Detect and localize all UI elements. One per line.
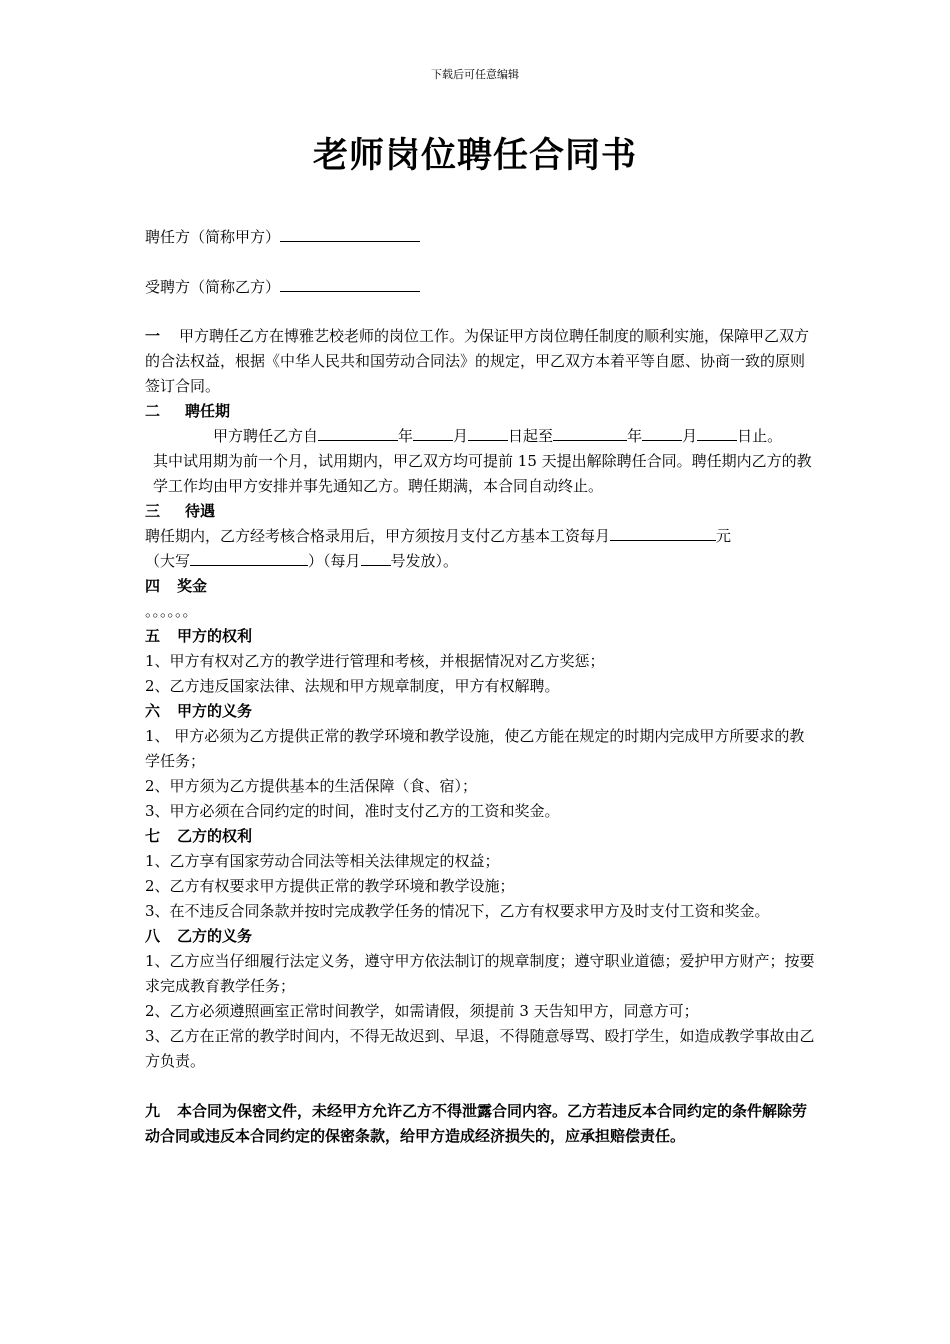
section-7-number: 七	[145, 827, 161, 845]
section-6-heading	[145, 699, 817, 724]
end-year-blank[interactable]	[553, 426, 627, 441]
section-8-heading	[145, 924, 817, 949]
section-1	[145, 324, 817, 399]
list-item: 1、乙方享有国家劳动合同法等相关法律规定的权益；	[145, 852, 500, 870]
term-lead: 甲方聘任乙方自	[213, 427, 319, 445]
section-2-number: 二	[145, 402, 161, 420]
section-7-heading	[145, 824, 817, 849]
section-9-text: 本合同为保密文件，未经甲方允许乙方不得泄露合同内容。乙方若违反本合同约定的条件解除劳动合同或违反本合同约定的保密条款，给甲方造成经济损失的，应承担赔偿责任。	[145, 1102, 808, 1145]
employer-blank[interactable]	[280, 227, 420, 242]
list-item: 1、乙方应当仔细履行法定义务，遵守甲方依法制订的规章制度；遵守职业道德；爱护甲方财产；按要求完成教育教学任务；	[145, 952, 815, 995]
start-month-label: 月	[453, 427, 469, 445]
list-item: 2、乙方必须遵照画室正常时间教学，如需请假，须提前 3 天告知甲方，同意方可；	[145, 1002, 699, 1020]
section-5-title: 甲方的权利	[177, 627, 253, 645]
section-4-heading	[145, 574, 817, 599]
start-day-blank[interactable]	[468, 426, 508, 441]
section-1-text: 甲方聘任乙方在博雅艺校老师的岗位工作。为保证甲方岗位聘任制度的顺利实施，保障甲乙双方的合法权益，根据《中华人民共和国劳动合同法》的规定，甲乙双方本着平等自愿、协商一致的原则签订合同。	[145, 327, 810, 395]
salary-unit: 元	[716, 527, 732, 545]
list-item: 2、甲方须为乙方提供基本的生活保障（食、宿）；	[145, 777, 478, 795]
end-day-blank[interactable]	[697, 426, 737, 441]
section-8-number: 八	[145, 927, 161, 945]
section-5-number: 五	[145, 627, 161, 645]
start-year-label: 年	[398, 427, 414, 445]
section-6-title: 甲方的义务	[177, 702, 253, 720]
list-item: 1、甲方有权对乙方的教学进行管理和考核，并根据情况对乙方奖惩；	[145, 652, 605, 670]
section-4-number: 四	[145, 577, 161, 595]
employee-label: 受聘方（简称乙方）	[145, 278, 281, 296]
section-2-heading	[145, 399, 817, 424]
capital-amount-blank[interactable]	[190, 551, 308, 566]
start-day-label: 日起至	[508, 427, 554, 445]
document-title: 老师岗位聘任合同书	[312, 136, 637, 176]
start-year-blank[interactable]	[318, 426, 398, 441]
start-month-blank[interactable]	[413, 426, 453, 441]
payday-text: 号发放）。	[390, 552, 459, 570]
list-item: 3、乙方在正常的教学时间内，不得无故迟到、早退，不得随意辱骂、殴打学生，如造成教学事故由乙方负责。	[145, 1027, 815, 1070]
section-2-title: 聘任期	[185, 402, 231, 420]
contract-body	[145, 324, 817, 1149]
header-note: 下载后可任意编辑	[431, 68, 519, 81]
section-1-number: 一	[145, 327, 161, 345]
section-6-number: 六	[145, 702, 161, 720]
term-dates-line	[145, 424, 817, 449]
end-year-label: 年	[627, 427, 643, 445]
section-3-number: 三	[145, 502, 161, 520]
section-9-number: 九	[145, 1102, 161, 1120]
section-9	[145, 1099, 817, 1149]
payday-blank[interactable]	[361, 551, 391, 566]
section-4-title: 奖金	[177, 577, 208, 595]
end-day-label: 日止。	[737, 427, 783, 445]
employee-line	[145, 276, 420, 297]
salary-capital-line	[145, 549, 817, 574]
capital-close: ）（每月	[308, 552, 361, 570]
end-month-blank[interactable]	[642, 426, 682, 441]
list-item: 3、在不违反合同条款并按时完成教学任务的情况下，乙方有权要求甲方及时支付工资和奖金。	[145, 902, 770, 920]
section-3-heading	[145, 499, 817, 524]
end-month-label: 月	[682, 427, 698, 445]
list-item: 1、 甲方必须为乙方提供正常的教学环境和教学设施，使乙方能在规定的时期内完成甲方所要求的教学任务；	[145, 727, 805, 770]
list-item: 2、乙方有权要求甲方提供正常的教学环境和教学设施；	[145, 877, 515, 895]
bonus-placeholder: 。。。。。。	[145, 602, 198, 620]
list-item: 3、甲方必须在合同约定的时间，准时支付乙方的工资和奖金。	[145, 802, 560, 820]
capital-open: （大写	[145, 552, 191, 570]
salary-line	[145, 524, 817, 549]
salary-amount-blank[interactable]	[610, 526, 716, 541]
employee-blank[interactable]	[280, 277, 420, 292]
employer-label: 聘任方（简称甲方）	[145, 228, 281, 246]
list-item: 2、乙方违反国家法律、法规和甲方规章制度，甲方有权解聘。	[145, 677, 560, 695]
section-7-title: 乙方的权利	[177, 827, 253, 845]
section-3-title: 待遇	[185, 502, 216, 520]
section-5-heading	[145, 624, 817, 649]
salary-text: 聘任期内，乙方经考核合格录用后，甲方须按月支付乙方基本工资每月	[145, 527, 611, 545]
section-2-text: 其中试用期为前一个月，试用期内，甲乙双方均可提前 15 天提出解除聘任合同。聘任期内乙方的教学工作均由甲方安排并事先通知乙方。聘任期满，本合同自动终止。	[153, 452, 812, 495]
employer-line	[145, 226, 420, 247]
section-8-title: 乙方的义务	[177, 927, 253, 945]
